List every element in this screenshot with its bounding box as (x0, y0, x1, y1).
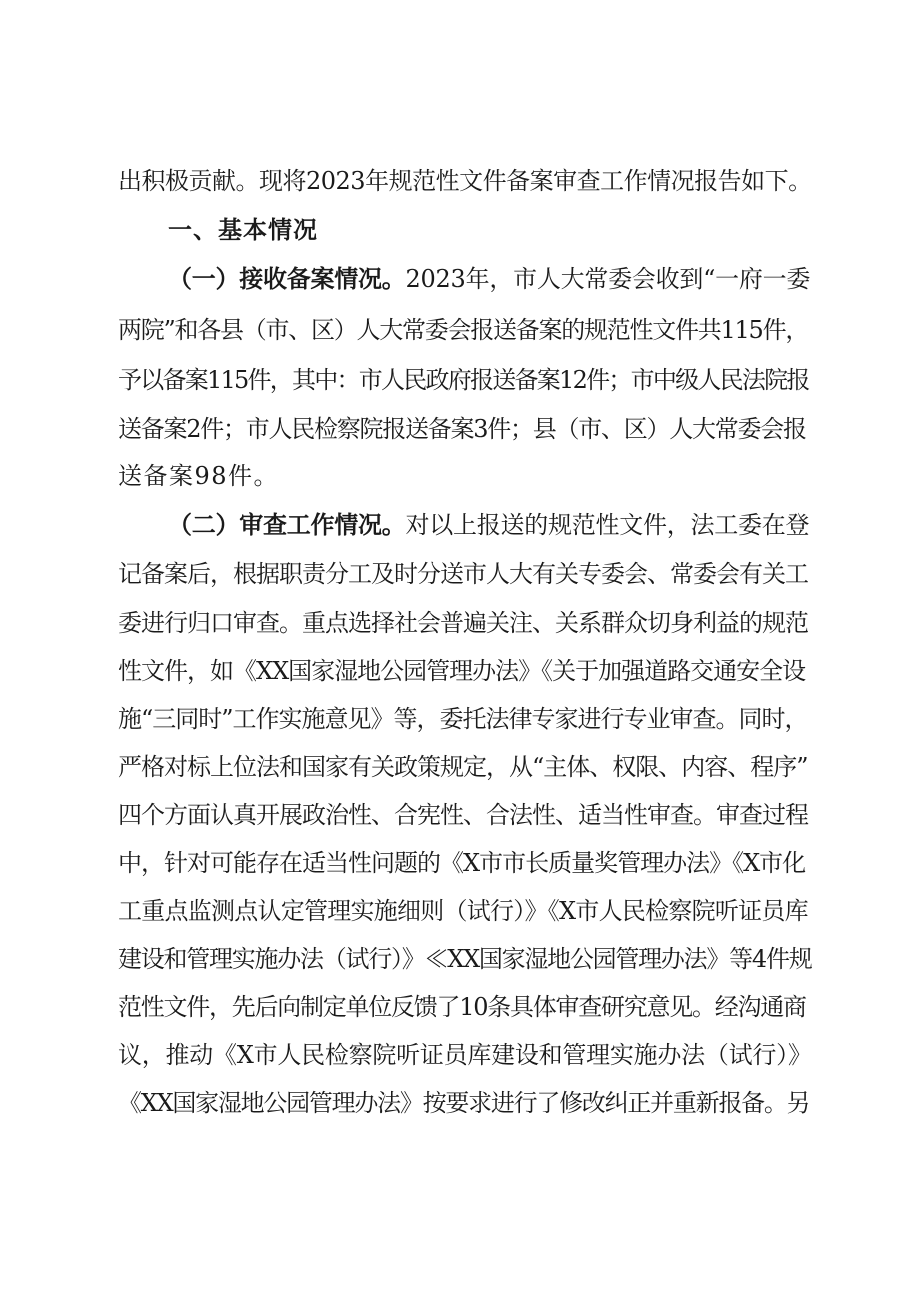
para2-line9: 工重点监测点认定管理实施细则（试行）》《X市人民检察院听证员库 (118, 897, 808, 925)
para2-line13: 《XX国家湿地公园管理办法》按要求进行了修改纠正并重新报备。另 (118, 1089, 810, 1117)
para2-lead-heading: （二）审查工作情况。 (168, 511, 406, 539)
para2-line11: 范性文件，先后向制定单位反馈了10条具体审查研究意见。经沟通商 (118, 993, 806, 1021)
para1-line5: 送备案98件。 (118, 462, 280, 490)
para2-line6: 严格对标上位法和国家有关政策规定，从“主体、权限、内容、程序” (118, 753, 808, 781)
intro-line: 出积极贡献。现将2023年规范性文件备案审查工作情况报告如下。 (118, 167, 812, 195)
para2-line12: 议，推动《X市人民检察院听证员库建设和管理实施办法（试行）》 (118, 1041, 812, 1069)
para1-line1-text: 2023年，市人大常委会收到“一府一委 (405, 265, 811, 293)
para2-line4: 性文件，如《XX国家湿地公园管理办法》《关于加强道路交通安全设 (118, 657, 806, 685)
para2-line2: 记备案后，根据职责分工及时分送市人大有关专委会、常委会有关工 (118, 560, 808, 588)
para1-line4: 送备案2件；市人民检察院报送备案3件；县（市、区）人大常委会报 (118, 415, 806, 443)
para2-line1 (168, 508, 809, 542)
para2-line7: 四个方面认真开展政治性、合宪性、合法性、适当性审查。审查过程 (118, 801, 808, 829)
para2-line1-text: 对以上报送的规范性文件，法工委在登 (405, 511, 810, 539)
section-heading-basic: 一、基本情况 (168, 216, 318, 244)
para2-line3: 委进行归口审查。重点选择社会普遍关注、关系群众切身利益的规范 (118, 609, 808, 637)
para1-lead-heading: （一）接收备案情况。 (168, 265, 406, 293)
para1-line1 (168, 262, 810, 296)
para1-line2: 两院”和各县（市、区）人大常委会报送备案的规范性文件共115件， (118, 316, 809, 344)
para2-line8: 中，针对可能存在适当性问题的《X市市长质量奖管理办法》《X市化 (118, 849, 806, 877)
para1-line3: 予以备案115件，其中：市人民政府报送备案12件；市中级人民法院报 (118, 366, 809, 394)
para2-line5: 施“三同时”工作实施意见》等，委托法律专家进行专业审查。同时， (118, 705, 808, 733)
para2-line10: 建设和管理实施办法（试行）》≪XX国家湿地公园管理办法》等4件规 (118, 945, 812, 973)
